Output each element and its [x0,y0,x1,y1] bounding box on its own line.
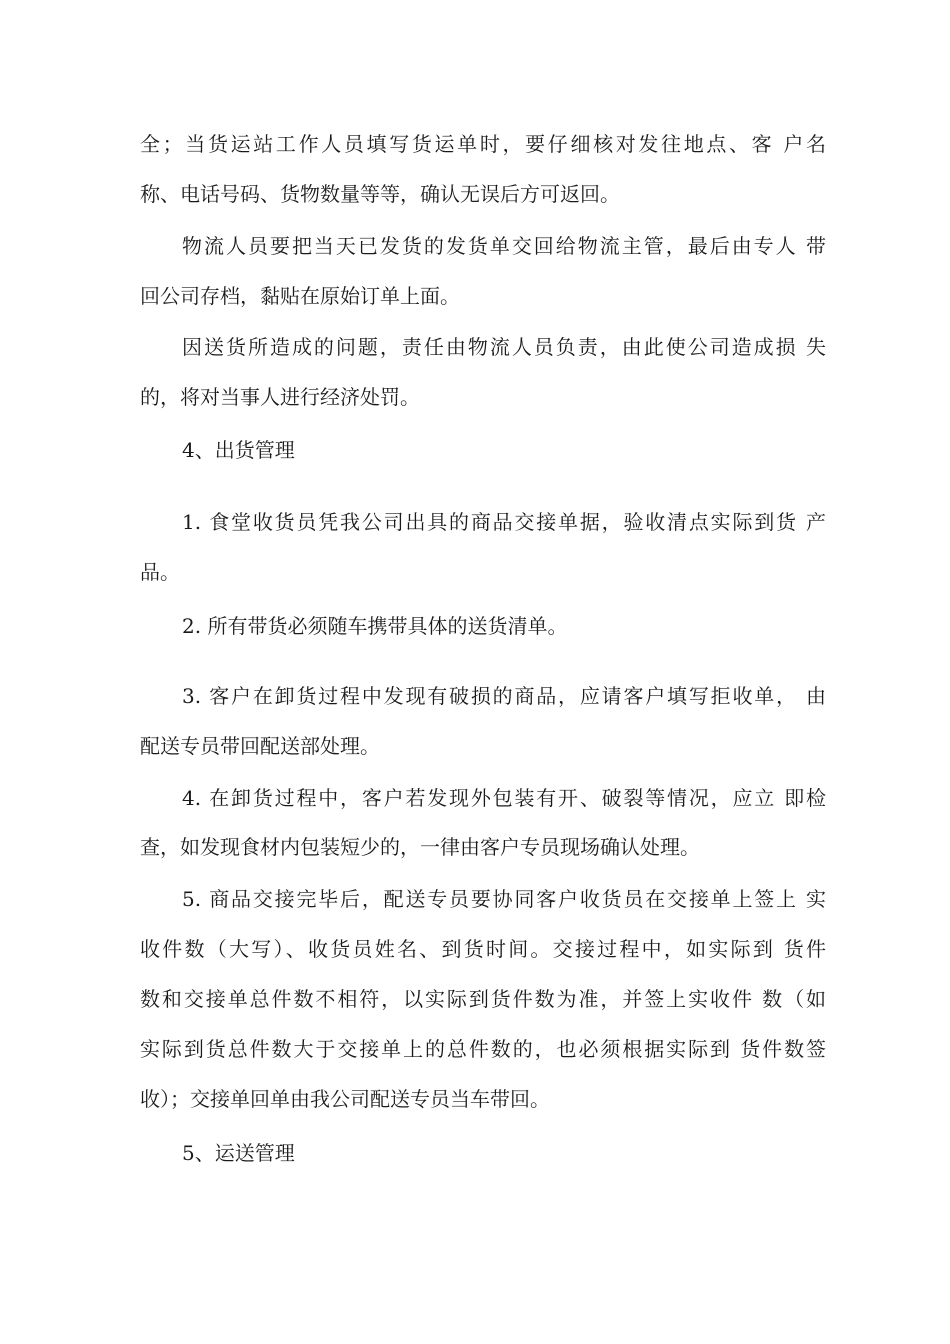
body-text-line: 回公司存档，黏贴在原始订单上面。 [140,284,460,308]
list-item-line: 3. 客户在卸货过程中发现有破损的商品，应请客户填写拒收单， 由 [182,684,826,708]
list-item-line: 5. 商品交接完毕后，配送专员要协同客户收货员在交接单上签上 实 [182,887,826,911]
list-item-line: 品。 [140,560,180,584]
body-text-line: 的，将对当事人进行经济处罚。 [140,385,420,409]
list-item-line: 收件数（大写）、收货员姓名、到货时间。交接过程中，如实际到 货件 [140,937,826,961]
list-item-line: 数和交接单总件数不相符，以实际到货件数为准，并签上实收件 数（如 [140,987,826,1011]
list-item-line: 4. 在卸货过程中，客户若发现外包装有开、破裂等情况，应立 即检 [182,786,826,810]
section-heading: 4、出货管理 [182,438,295,462]
body-text-line: 因送货所造成的问题，责任由物流人员负责，由此使公司造成损 失 [182,335,826,359]
body-text-line: 物流人员要把当天已发货的发货单交回给物流主管，最后由专人 带 [182,234,826,258]
section-heading: 5、运送管理 [182,1141,295,1165]
list-item-line: 收）；交接单回单由我公司配送专员当车带回。 [140,1087,550,1111]
list-item-line: 1. 食堂收货员凭我公司出具的商品交接单据，验收清点实际到货 产 [182,510,826,534]
list-item-line: 配送专员带回配送部处理。 [140,734,380,758]
list-item-line: 实际到货总件数大于交接单上的总件数的，也必须根据实际到 货件数签 [140,1037,826,1061]
body-text-line: 称、电话号码、货物数量等等，确认无误后方可返回。 [140,182,620,206]
list-item-line: 查，如发现食材内包装短少的，一律由客户专员现场确认处理。 [140,835,700,859]
list-item-line: 2. 所有带货必须随车携带具体的送货清单。 [182,614,568,638]
body-text-line: 全；当货运站工作人员填写货运单时，要仔细核对发往地点、客 户名 [140,132,826,156]
